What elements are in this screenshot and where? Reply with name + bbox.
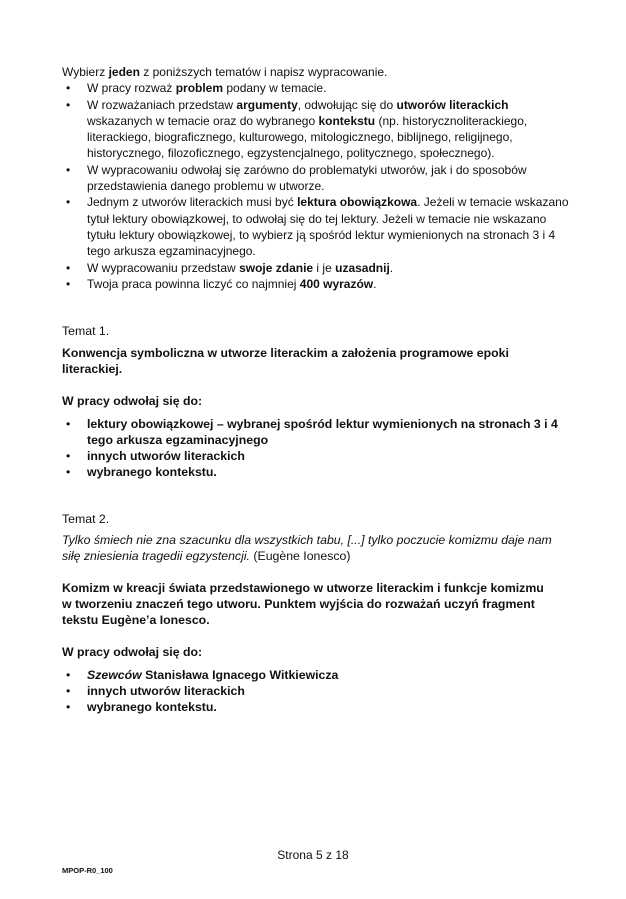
list-item: • wybranego kontekstu. (62, 699, 562, 715)
quote-author: (Eugène Ionesco) (253, 549, 351, 563)
instruction-item: • Twoja praca powinna liczyć co najmniej 400 wyrazów. (62, 276, 572, 292)
topic-1-title: Konwencja symboliczna w utworze literackim a założenia programowe epoki literackiej. (62, 346, 509, 376)
instructions (62, 64, 572, 292)
quote-text: Tylko śmiech nie zna szacunku dla wszystkich tabu, [...] tylko poczucie komizmu daje nam siłę zniesienia tragedii egzystencji. (62, 533, 552, 563)
list-item: • innych utworów literackich (62, 448, 562, 464)
instruction-item: • W wypracowaniu odwołaj się zarówno do problematyki utworów, jak i do sposobów przedstawienia danego problemu w utworze. (62, 162, 572, 195)
document-code: MPOP-R0_100 (62, 866, 113, 875)
list-item: • lektury obowiązkowej – wybranej spośród lektur wymienionych na stronach 3 i 4 tego arkusza egzaminacyjnego (62, 416, 562, 448)
instruction-item: • Jednym z utworów literackich musi być lektura obowiązkowa. Jeżeli w temacie wskazano tytuł lektury obowiązkowej, to odwołaj się do tej lektury. Jeżeli w temacie nie wskazano tytułu lektury obowiązkowej, to wybierz ją spośród lektur wymienionych na stronach 3 i 4 tego arkusza egzaminacyjnego. (62, 194, 572, 259)
page-number: Strona 5 z 18 (277, 848, 349, 862)
list-item: • Szewców Stanisława Ignacego Witkiewicza (62, 667, 562, 683)
topic-2-quote (62, 532, 557, 564)
topic-2-title: Komizm w kreacji świata przedstawionego w utworze literackim i funkcje komizmu w tworzeniu znaczeń tego utworu. Punktem wyjścia do rozważań uczyń fragment tekstu Eugène’a Ionesco. (62, 581, 544, 627)
instruction-item: • W wypracowaniu przedstaw swoje zdanie i je uzasadnij. (62, 260, 572, 276)
list-item: • wybranego kontekstu. (62, 464, 562, 480)
topic-2-refer-list (62, 667, 562, 715)
instructions-list (62, 80, 572, 292)
topic-1-refer-list (62, 416, 562, 480)
topic-1-heading: Temat 1. (62, 324, 110, 338)
instruction-item: • W rozważaniach przedstaw argumenty, odwołując się do utworów literackich wskazanych w temacie oraz do wybranego kontekstu (np. historycznoliterackiego, literackiego, biograficznego, kulturowego, mitologicznego, biblijnego, religijnego, historycznego, filozoficznego, egzystencjalnego, politycznego, społecznego). (62, 97, 572, 162)
instruction-item: • W pracy rozważ problem podany w temacie. (62, 80, 572, 96)
list-item: • innych utworów literackich (62, 683, 562, 699)
topic-2-heading: Temat 2. (62, 512, 110, 526)
instructions-lead: Wybierz jeden z poniższych tematów i napisz wypracowanie. (62, 65, 388, 79)
topic-2-refer-label: W pracy odwołaj się do: (62, 645, 203, 659)
topic-1-refer-label: W pracy odwołaj się do: (62, 394, 203, 408)
